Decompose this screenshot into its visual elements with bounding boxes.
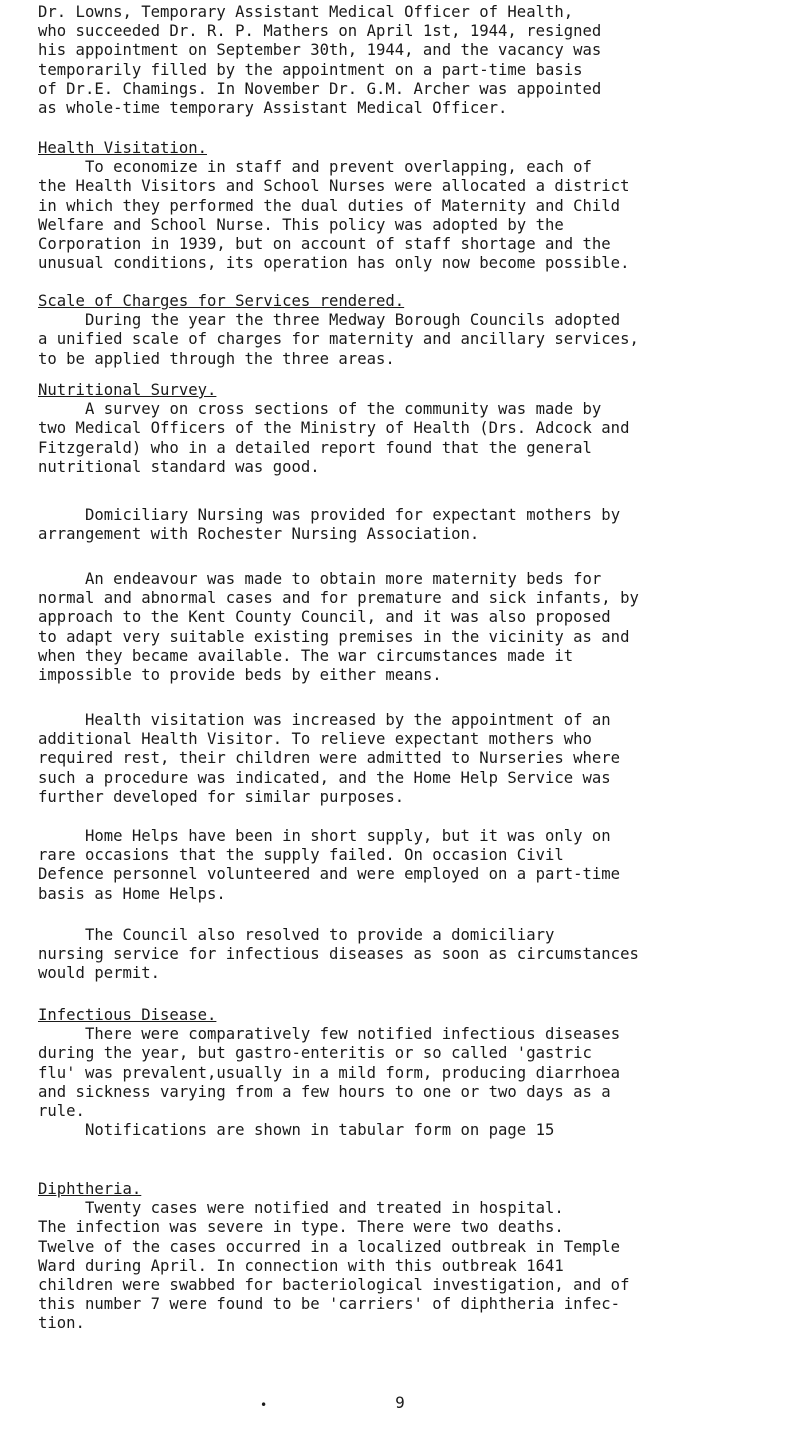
nutritional-survey-section [38,381,778,477]
maternity-beds-paragraph: An endeavour was made to obtain more maternity beds for normal and abnormal cases and for premature and sick infants, by approach to the Kent County Council, and it was also proposed to adapt very suitable existing premises in the vicinity as and when they became available. The war circumstances made it impossible to provide beds by either means. [38,570,639,685]
council-paragraph: The Council also resolved to provide a domiciliary nursing service for infectious diseases as soon as circumstances would permit. [38,926,639,983]
health-visitor-paragraph: Health visitation was increased by the appointment of an additional Health Visitor. To relieve expectant mothers who required rest, their children were admitted to Nurseries where such a procedure was indicated, and the Home Help Service was further developed for similar purposes. [38,711,621,806]
bullet-mark: • [260,1398,268,1412]
section-heading: Nutritional Survey. [38,381,217,399]
home-helps-paragraph: Home Helps have been in short supply, but it was only on rare occasions that the supply failed. On occasion Civil Defence personnel volunteered and were employed on a part-time basis as Home Helps. [38,827,621,903]
infectious-disease-section [38,1006,778,1140]
section-heading: Infectious Disease. [38,1006,217,1024]
section-text: To economize in staff and prevent overlapping, each of the Health Visitors and School Nurses were allocated a district in which they performed the dual duties of Maternity and Child Welfare and School Nurse. This policy was adopted by the Corporation in 1939, but on account of staff shortage and the unusual conditions, its operation has only now become possible. [38,158,630,273]
section-heading: Diphtheria. [38,1180,142,1198]
section-text: During the year the three Medway Borough Councils adopted a unified scale of charges for maternity and ancillary services, to be applied through the three areas. [38,311,639,368]
section-heading: Health Visitation. [38,139,207,157]
page-number: 9 [395,1393,405,1412]
section-text: There were comparatively few notified infectious diseases during the year, but gastro-enteritis or so called 'gastric flu' was prevalent,usually in a mild form, producing diarrhoea and sickness varying from a few hours to one or two days as a rule. Notifications are shown in tabular form on page 15 [38,1025,621,1140]
section-heading: Scale of Charges for Services rendered. [38,292,405,310]
scale-of-charges-section [38,292,778,369]
domiciliary-nursing-paragraph: Domiciliary Nursing was provided for expectant mothers by arrangement with Rochester Nursing Association. [38,506,621,544]
diphtheria-section [38,1180,778,1334]
section-text: Twenty cases were notified and treated in hospital. The infection was severe in type. There were two deaths. Twelve of the cases occurred in a localized outbreak in Temple Ward during April. In connection with this outbreak 1641 children were swabbed for bacteriological investigation, and of this number 7 were found to be 'carriers' of diphtheria infec- tion. [38,1199,630,1333]
health-visitation-section [38,139,778,273]
intro-paragraph: Dr. Lowns, Temporary Assistant Medical Officer of Health, who succeeded Dr. R. P. Mathers on April 1st, 1944, resigned his appointment on September 30th, 1944, and the vacancy was temporarily filled by the appointment on a part-time basis of Dr.E. Chamings. In November Dr. G.M. Archer was appointed as whole-time temporary Assistant Medical Officer. [38,3,602,118]
section-text: A survey on cross sections of the community was made by two Medical Officers of the Ministry of Health (Drs. Adcock and Fitzgerald) who in a detailed report found that the general nutritional standard was good. [38,400,630,476]
